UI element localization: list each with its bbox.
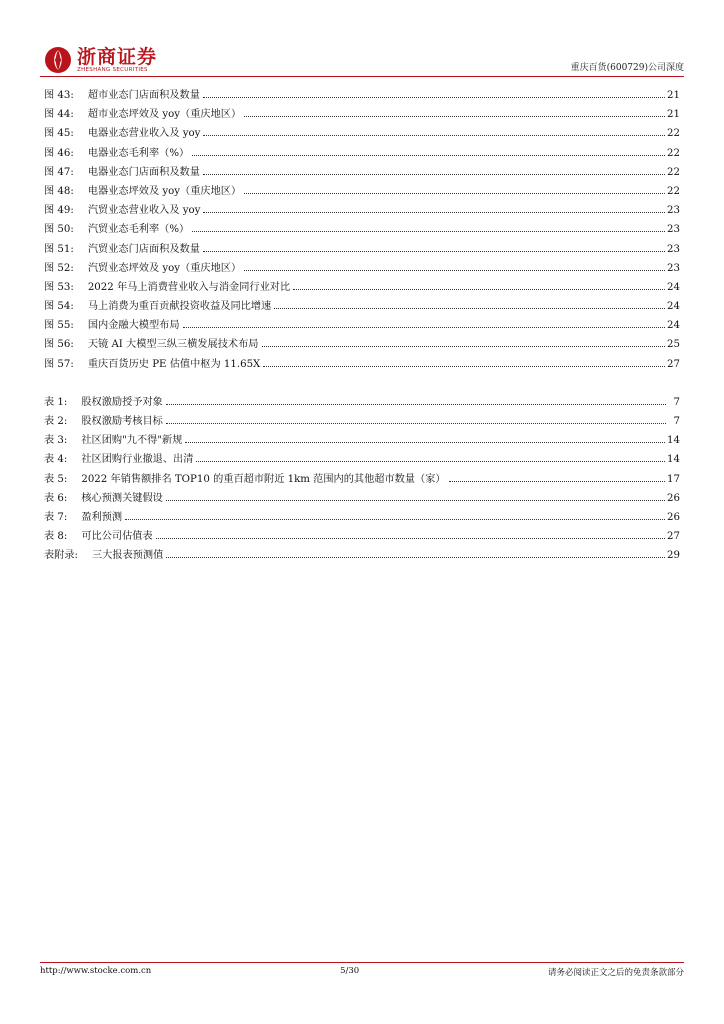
entry-title: 社区团购"九不得"新规 <box>81 435 183 447</box>
entry-label: 图 43: <box>44 90 74 101</box>
entry-page-number: 24 <box>667 320 680 332</box>
figure-entry[interactable] <box>44 124 680 143</box>
entry-label: 表附录: <box>44 550 78 562</box>
logo-en-text: ZHESHANG SECURITIES <box>77 66 148 73</box>
entry-label: 表 2: <box>44 416 68 427</box>
entry-label: 图 46: <box>44 147 74 159</box>
entry-label: 图 45: <box>44 128 74 140</box>
footer-page-number: 5/30 <box>340 966 360 976</box>
entry-title: 股权激励考核目标 <box>81 416 163 427</box>
entry-page-number: 23 <box>667 224 680 236</box>
entry-title: 电器业态坪效及 yoy（重庆地区） <box>87 185 242 197</box>
dot-leader <box>166 404 666 405</box>
dot-leader <box>263 366 665 367</box>
entry-page-number: 26 <box>667 511 680 523</box>
figure-entry[interactable] <box>44 335 680 354</box>
table-entry[interactable] <box>44 412 680 431</box>
entry-label: 图 54: <box>44 301 74 313</box>
entry-title: 超市业态坪效及 yoy（重庆地区） <box>87 109 242 121</box>
entry-label: 图 51: <box>44 243 74 255</box>
figure-entry[interactable] <box>44 182 680 201</box>
entry-title: 股权激励授予对象 <box>81 396 163 408</box>
entry-title: 电器业态毛利率（%） <box>87 147 190 159</box>
table-list <box>44 393 680 566</box>
dot-leader <box>156 538 665 539</box>
entry-page-number: 22 <box>667 128 680 140</box>
table-entry[interactable] <box>44 546 680 565</box>
dot-leader <box>293 289 665 290</box>
figure-entry[interactable] <box>44 259 680 278</box>
entry-label: 图 48: <box>44 185 74 197</box>
dot-leader <box>183 327 666 328</box>
figure-entry[interactable] <box>44 163 680 182</box>
entry-page-number: 23 <box>667 262 680 274</box>
entry-label: 图 47: <box>44 166 74 178</box>
entry-title: 2022 年马上消费营业收入与消金同行业对比 <box>87 281 291 293</box>
figure-entry[interactable] <box>44 105 680 124</box>
page-footer <box>40 966 684 978</box>
entry-page-number: 22 <box>667 166 680 178</box>
table-of-contents <box>44 86 680 566</box>
entry-label: 表 4: <box>44 454 68 466</box>
dot-leader <box>196 461 665 462</box>
entry-title: 超市业态门店面积及数量 <box>87 90 200 101</box>
entry-label: 图 44: <box>44 109 74 121</box>
table-entry[interactable] <box>44 393 680 412</box>
entry-label: 表 7: <box>44 511 68 523</box>
entry-label: 表 6: <box>44 492 68 504</box>
table-entry[interactable] <box>44 508 680 527</box>
entry-page-number: 24 <box>667 281 680 293</box>
entry-page-number: 7 <box>673 396 680 408</box>
entry-page-number: 25 <box>667 339 680 351</box>
dot-leader <box>449 481 665 482</box>
entry-title: 电器业态营业收入及 yoy <box>87 128 201 140</box>
entry-page-number: 23 <box>667 205 680 217</box>
dot-leader <box>203 251 665 252</box>
dot-leader <box>166 500 665 501</box>
figure-entry[interactable] <box>44 297 680 316</box>
entry-label: 表 1: <box>44 396 68 408</box>
figure-list <box>44 86 680 374</box>
footer-website-link[interactable]: http://www.stocke.com.cn <box>40 966 152 976</box>
entry-title: 核心预测关键假设 <box>81 492 163 504</box>
entry-page-number: 23 <box>667 243 680 255</box>
entry-title: 汽贸业态门店面积及数量 <box>87 243 200 255</box>
entry-page-number: 24 <box>667 301 680 313</box>
dot-leader <box>166 557 665 558</box>
entry-page-number: 22 <box>667 185 680 197</box>
entry-page-number: 14 <box>667 435 680 447</box>
entry-label: 图 55: <box>44 320 74 332</box>
dot-leader <box>125 519 665 520</box>
entry-page-number: 21 <box>667 109 680 121</box>
dot-leader <box>203 174 665 175</box>
entry-title: 马上消费为重百贡献投资收益及同比增速 <box>87 301 272 313</box>
entry-label: 图 57: <box>44 358 74 370</box>
dot-leader <box>185 442 665 443</box>
figure-entry[interactable] <box>44 240 680 259</box>
entry-title: 国内金融大模型布局 <box>87 320 180 332</box>
entry-label: 图 56: <box>44 339 74 351</box>
dot-leader <box>203 97 665 98</box>
table-entry[interactable] <box>44 431 680 450</box>
figure-entry[interactable] <box>44 86 680 105</box>
entry-label: 图 49: <box>44 205 74 217</box>
figure-entry[interactable] <box>44 278 680 297</box>
entry-page-number: 21 <box>667 90 680 101</box>
entry-page-number: 29 <box>667 550 680 562</box>
entry-page-number: 14 <box>667 454 680 466</box>
entry-title: 可比公司估值表 <box>81 531 153 543</box>
entry-page-number: 26 <box>667 492 680 504</box>
entry-page-number: 27 <box>667 531 680 543</box>
page-header <box>0 0 724 80</box>
entry-label: 表 8: <box>44 531 68 543</box>
entry-title: 电器业态门店面积及数量 <box>87 166 200 178</box>
figure-entry[interactable] <box>44 201 680 220</box>
entry-label: 图 53: <box>44 281 74 293</box>
entry-title: 汽贸业态毛利率（%） <box>87 224 190 236</box>
company-logo <box>44 46 157 74</box>
logo-mark-icon <box>44 46 72 74</box>
footer-divider <box>40 962 684 963</box>
logo-cn-text: 浙商证券 <box>77 45 158 68</box>
entry-label: 表 5: <box>44 473 68 485</box>
dot-leader <box>262 346 666 347</box>
figure-entry[interactable] <box>44 316 680 335</box>
dot-leader <box>244 270 665 271</box>
entry-title: 社区团购行业撤退、出清 <box>81 454 194 466</box>
entry-label: 图 52: <box>44 262 74 274</box>
entry-title: 汽贸业态坪效及 yoy（重庆地区） <box>87 262 242 274</box>
dot-leader <box>203 135 665 136</box>
dot-leader <box>274 308 665 309</box>
table-entry[interactable] <box>44 470 680 489</box>
table-entry[interactable] <box>44 489 680 508</box>
dot-leader <box>192 155 665 156</box>
entry-page-number: 22 <box>667 147 680 159</box>
figure-entry[interactable] <box>44 355 680 374</box>
dot-leader <box>244 116 665 117</box>
section-gap <box>44 374 680 393</box>
dot-leader <box>166 423 666 424</box>
dot-leader <box>203 212 665 213</box>
footer-disclaimer: 请务必阅读正文之后的免责条款部分 <box>547 968 684 978</box>
entry-title: 天镜 AI 大模型三纵三横发展技术布局 <box>87 339 259 351</box>
table-entry[interactable] <box>44 527 680 546</box>
dot-leader <box>192 231 665 232</box>
document-title: 重庆百货(600729)公司深度 <box>570 63 684 73</box>
entry-page-number: 7 <box>673 416 680 427</box>
entry-label: 图 50: <box>44 224 74 236</box>
entry-title: 三大报表预测值 <box>92 550 164 562</box>
entry-label: 表 3: <box>44 435 68 447</box>
figure-entry[interactable] <box>44 220 680 239</box>
entry-title: 汽贸业态营业收入及 yoy <box>87 205 201 217</box>
table-entry[interactable] <box>44 450 680 469</box>
entry-page-number: 17 <box>667 473 680 485</box>
entry-page-number: 27 <box>667 358 680 370</box>
dot-leader <box>244 193 665 194</box>
figure-entry[interactable] <box>44 144 680 163</box>
entry-title: 盈利预测 <box>81 511 123 523</box>
header-divider <box>40 76 684 77</box>
entry-title: 2022 年销售额排名 TOP10 的重百超市附近 1km 范围内的其他超市数量（家） <box>81 473 446 485</box>
entry-title: 重庆百货历史 PE 估值中枢为 11.65X <box>87 358 261 370</box>
